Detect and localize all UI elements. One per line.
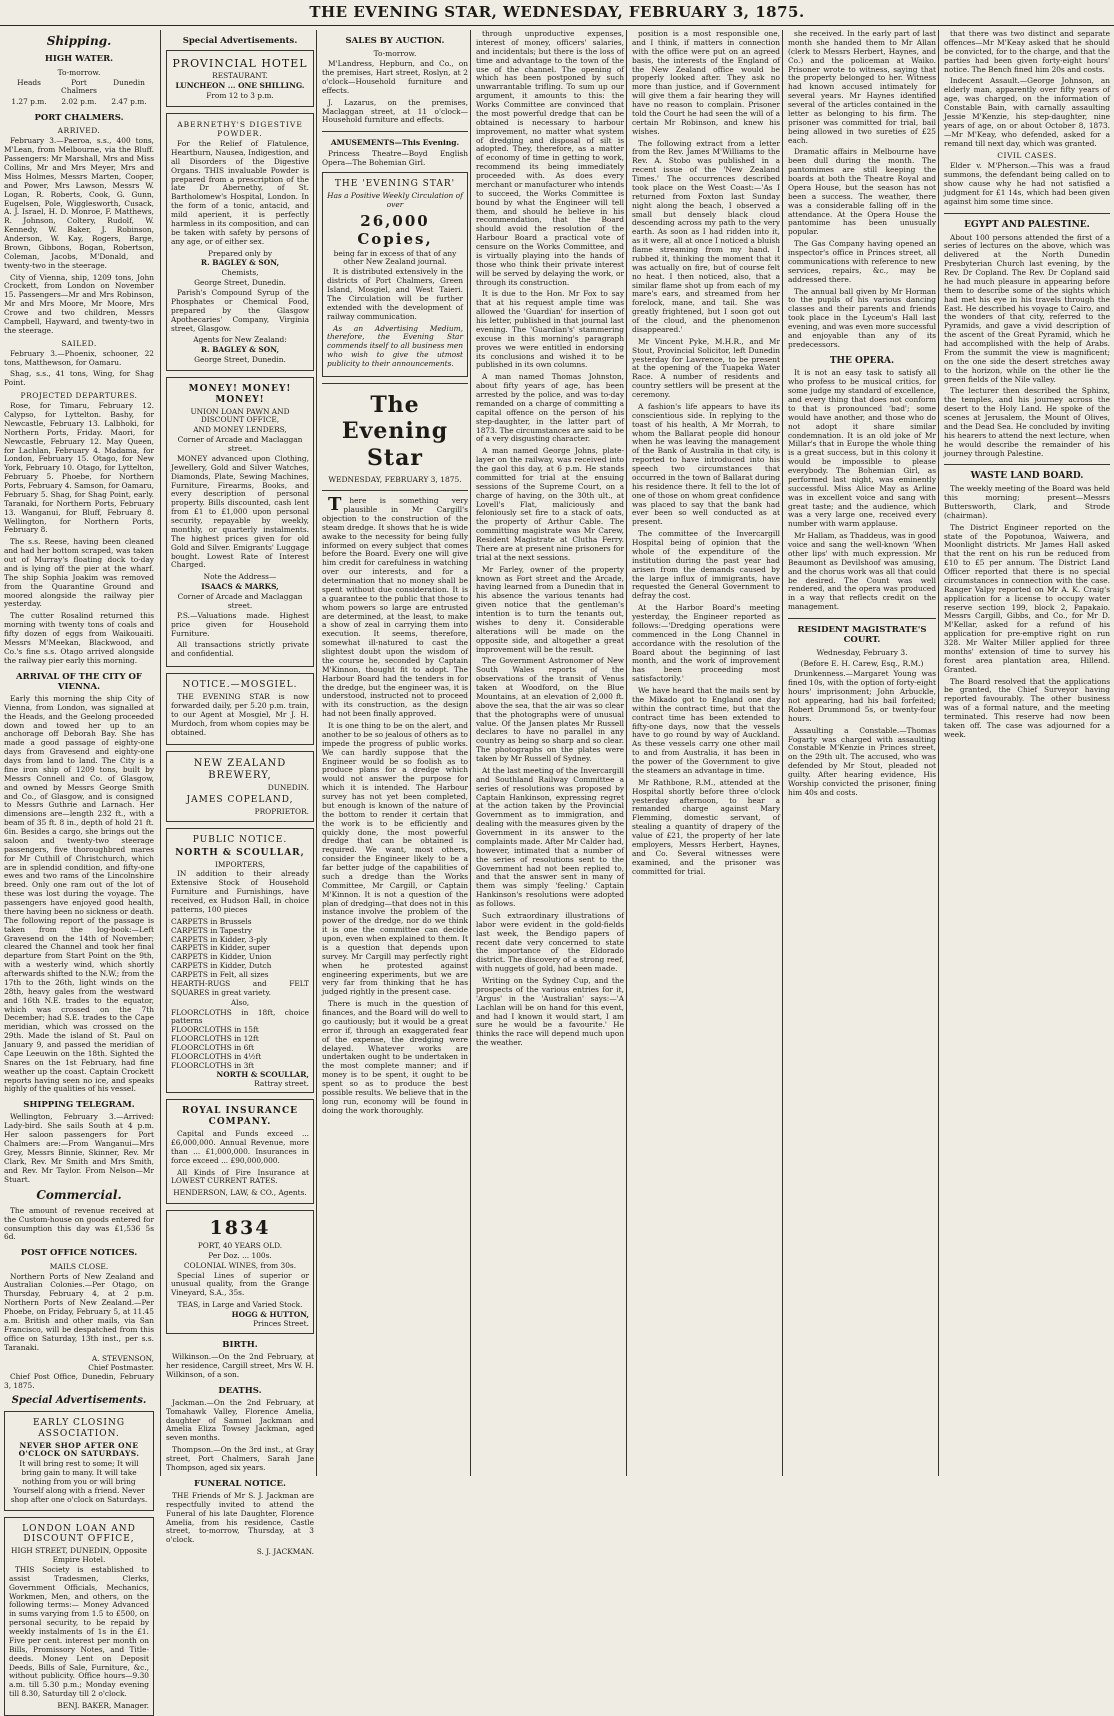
advert-year: 1834	[209, 1217, 271, 1240]
column-6	[782, 30, 936, 1476]
article-text: February 3.—Phoenix, schooner, 22 tons, Matthewson, for Oamaru.	[4, 348, 154, 367]
article-text: Princess Theatre—Boyd English Opera—The Bohemian Girl.	[322, 149, 468, 168]
article-text: A man named George Johns, plate-layer on the railway, was received into the gaol this day, at 6 p.m. He stands committed for trial at the ensuing sessions of the Supreme Court, on a charge of having, on the 30th ult., at Lovell's Flat, maliciously and feloniously set fire to a stack of oats, the property of Arthur Cable. The committing magistrate was Mr Carew, Resident Magistrate at Clutha Ferry. There are at present nine prisoners for trial at the next sessions.	[476, 446, 624, 562]
list-item: CARPETS in Kidder, Dutch	[171, 961, 272, 971]
post-heading: POST OFFICE NOTICES.	[20, 1248, 138, 1259]
advert-text: THE EVENING STAR is now forwarded daily, per 5.20 p.m. train, to our Agent at Mosgiel, Mr J. H. Murdoch, from whom copies may be obtained.	[171, 692, 309, 737]
article-text: It is due to the Hon. Mr Fox to say that at his request ample time was allowed the 'Guardian' for insertion of his letter, published in that journal last evening. The 'Guardian's' stammering excuse in this morning's paragraph proves we were entitled in endorsing its conclusions and wished it to be published in its own columns.	[476, 289, 624, 370]
paper-title: The Evening Star	[341, 391, 449, 471]
advert-place: DUNEDIN.	[267, 783, 309, 793]
advert-title: ABERNETHY'S DIGESTIVE POWDER.	[177, 120, 303, 138]
signature: A. STEVENSON,	[91, 1354, 154, 1364]
list-item: CARPETS in Tapestry	[171, 925, 253, 935]
sales-heading: SALES BY AUCTION.	[345, 36, 445, 46]
advert-price: Per Doz. ... 100s.	[208, 1250, 272, 1260]
article-text: The amount of revenue received at the Custom-house on goods entered for consumption this day was £1,536 5s 6d.	[4, 1205, 154, 1242]
column-1	[4, 30, 154, 1711]
advert-text: It will bring rest to some; It will bring gain to many. It will take nothing from you or will bring Yourself along with a friend. Never shop after one o'clock on Saturdays.	[10, 1459, 148, 1504]
date-line: WEDNESDAY, FEBRUARY 3, 1875.	[328, 475, 462, 485]
advert-signature: HOGG & HUTTON,	[231, 1310, 309, 1320]
advert-address: George Street, Dunedin.	[194, 355, 286, 365]
arrival-heading: ARRIVAL OF THE CITY OF VIENNA.	[16, 671, 142, 692]
article-text: The annual ball given by Mr Horman to the pupils of his various dancing classes and their parents and friends took place in the Lyceum's Hall last evening, and was even more successful and enjoyable than any of its predecessors.	[788, 286, 936, 349]
advert-sub: UNION LOAN PAWN AND DISCOUNT OFFICE,	[190, 406, 290, 425]
advert-union-loan	[166, 377, 314, 667]
advert-text: Parish's Compound Syrup of the Phosphates or Chemical Food, prepared by the Glasgow Apothecaries' Company, Virginia street, Glasgow.	[171, 288, 309, 333]
article-text: Mr Rathbone, R.M., attended at the Hospital shortly before three o'clock yesterday afternoon, to hear a remanded charge against Mary Flemming, domestic servant, of stealing a quantity of drapery of the value of £21, the property of her late employers, Messrs Herbert, Haynes, and Co. Several witnesses were examined, and the prisoner was committed for trial.	[632, 777, 780, 876]
advert-text: THIS Society is established to assist Tradesmen, Clerks, Government Officials, Mechanics, Workmen, Men, and others, on the following terms:— Money Advanced in sums varying from 1.5 to £500, on personal security, to be repaid by weekly instalments of 1s in the £1. Five per cent. interest per month on Bills, Promissory Notes, and Title-deeds. Money Lent on Deposit Deeds, Bills of Sale, Furniture, &c., without publicity. Office hours—9.30 a.m. till 5.30 p.m.; Monday evening till 8.30, Saturday till 2 o'clock.	[9, 1564, 149, 1699]
advert-firm: ISAACS & MARKS,	[201, 582, 279, 592]
court-before: (Before E. H. Carew, Esq., R.M.)	[800, 659, 924, 669]
arrived-heading: ARRIVED.	[57, 126, 101, 136]
advert-sub: AND MONEY LENDERS,	[193, 425, 287, 435]
advert-title: NEW ZEALAND BREWERY,	[193, 758, 287, 782]
column-2	[160, 30, 314, 1557]
list-item: FLOORCLOTHS in 12ft	[171, 1034, 259, 1044]
advert-firm: R. BAGLEY & SON,	[200, 345, 280, 355]
tide-label: Dunedin	[113, 77, 145, 87]
advert-address: Corner of Arcade and Maclaggan street.	[177, 435, 303, 454]
advert-address: Rattray street.	[254, 1078, 309, 1088]
article-text: About 100 persons attended the first of a series of lectures on the above, which was delivered at the North Dunedin Presbyterian Church last evening, by the Rev. Dr Copland. The Rev. Dr Copland said he had much pleasure in appearing before them to describe some of the sights which had met his eye in his travels through the East. He described his voyage to Cairo, and the wonders of that city, referred to the Pyramids, and gave a vivid description of the ascent of the Great Pyramid, which he had accomplished with the help of Arabs. From the summit the view is magnificent; on the one side the desert stretches away to the horizon, while on the other lie the green fields of the Nile valley.	[944, 232, 1110, 384]
special-heading: Special Advertisements.	[11, 1394, 147, 1406]
advert-early-closing	[4, 1411, 154, 1511]
advert-text: Capital and Funds exceed ... £6,000,000. Annual Revenue, more than ... £1,000,000. Insurances in force exceed ... £90,000,000.	[171, 1129, 309, 1165]
advert-line: Has a Positive Weekly Circulation of over	[327, 190, 463, 209]
egypt-heading: EGYPT AND PALESTINE.	[964, 219, 1090, 230]
advert-line: Note the Address—	[203, 572, 277, 582]
tide-table-times	[4, 98, 154, 107]
list-item: FLOORCLOTHS in 15ft	[171, 1025, 259, 1035]
article-text: It is not an easy task to satisfy all who profess to be musical critics, for some judge my standard of excellence, and every thing that does not conform to that is pronounced 'bad'; some would have another, and those who do not adopt it share similar condemnation. It is an old joke of Mr Millar's that in Europe the whole thing is a great success, but in this colony it would be impossible to please everybody. The Bohemian Girl, as performed last night, was eminently successful. Miss Alice May as Arline was in excellent voice and sang with great taste; and the audience, which was a very large one, received every number with warm applause.	[788, 368, 936, 529]
advert-owner: JAMES COPELAND,	[186, 795, 294, 806]
advert-text: MONEY advanced upon Clothing, Jewellery, Gold and Silver Watches, Diamonds, Plate, Sewing Machines, Furniture, Firearms, Books, and every description of personal property. Bills discounted, cash lent from £1 to £1,000 upon personal security, repayable by weekly, monthly, or quarterly instalments. The highest prices given for old Gold and Silver. Emigrants' Luggage bought. Lowest Rate of Interest Charged.	[171, 453, 309, 570]
article-text: The weekly meeting of the Board was held this morning; present—Messrs Buttersworth, Clark, and Strode (chairman).	[944, 484, 1110, 520]
advert-address: George Street, Dunedin.	[194, 278, 286, 288]
sailed-heading: SAILED.	[61, 338, 97, 348]
advert-sub: IMPORTERS,	[215, 859, 265, 869]
advert-royal-insurance	[166, 1099, 314, 1204]
article-text: J. Lazarus, on the premises, Maclaggan street, at 11 o'clock—Household furniture and effects.	[322, 97, 468, 125]
article-text: she received. In the early part of last month she handed them to Mr Allan (clerk to Messrs Herbert, Haynes, and Co.) and the policeman at Waiko. Prisoner wrote to witness, saying that the property belonged to her. Witness had known accused intimately for several years. Mr Haynes identified several of the articles contained in the letter as belonging to his firm. The prisoner was committed for trial, bail being allowed in two sureties of £25 each.	[788, 29, 936, 145]
column-4	[470, 30, 624, 1476]
advert-brewery	[166, 751, 314, 822]
advert-line: LUNCHEON ... ONE SHILLING.	[175, 81, 305, 91]
advert-text: All transactions strictly private and confidential.	[171, 640, 309, 659]
advert-title: MONEY! MONEY! MONEY!	[188, 384, 292, 405]
leader-text: It is one thing to be on the alert, and another to be so jealous of others as to impede the progress of public works. We can hardly suppose that the Engineer would be so foolish as to produce plans for a dredge which would not answer the purpose for which it is intended. The Harbour survey has not yet been completed, but enough is known of the nature of the bottom to render it certain that the work is to be efficiently and quickly done, the most powerful dredge that can be obtained is required. We want, most others, consider the Engineer likely to be a far better judge of the capabilities of such a dredge than the Works Committee, Mr Cargill, or Captain M'Kinnon. It is not a question of the plan of dredging—that does not in this instance involve the problem of the power of the dredge, nor do we think it is one the committee can decide upon, even when explained to them. It is a question that depends upon survey. Mr Cargill may perfectly right when he protested against engineering experiments, but we are very far from thinking that he has judged rightly in the present case.	[322, 721, 468, 997]
advert-title: NOTICE.—MOSGIEL.	[182, 680, 298, 691]
tide-label: Heads	[17, 77, 41, 87]
advert-line: Also,	[230, 997, 250, 1007]
advert-firm: NORTH & SCOULLAR,	[175, 847, 305, 858]
special-heading: Special Advertisements.	[182, 36, 298, 46]
high-water-heading: HIGH WATER.	[44, 54, 114, 65]
civil-heading: CIVIL CASES.	[997, 151, 1057, 161]
tide-label: Port Chalmers	[61, 77, 97, 96]
article-text: The cutter Rosalind returned this morning with twenty tons of coals and fifty dozen of eggs from Waikouaiti. Messrs M'Meekan, Blackwood, and Co.'s fine s.s. Otago arrived alongside the railway pier early this morning.	[4, 611, 154, 665]
mails-close: MAILS CLOSE.	[49, 1261, 109, 1271]
court-heading: RESIDENT MAGISTRATE'S COURT.	[797, 625, 927, 646]
tide-time: 1.27 p.m.	[11, 97, 47, 107]
advert-powder	[166, 113, 314, 371]
advert-line: Chemists,	[221, 268, 259, 278]
article-text: Writing on the Sydney Cup, and the prospects of the various entries for it, 'Argus' in the 'Australian' says:—'A Lachlan will be on hand for this event, and had I known it would start, I am sure he would be a favourite.' He thinks the race will depend much upon the weather.	[476, 976, 624, 1048]
article-text: Rose, for Timaru, February 12. Calypso, for Lyttelton. Bashy, for Newcastle, February 13. Lalbhoki, for Northern Ports, Friday. Maori, for Newcastle, February 12. May Queen, for Lachlan, February 4. Madama, for London, February 15. Otago, for New York, February 10. Otago, for Lyttelton, February 5. Phoebe, for Northern Ports, February 4. Samson, for Oamaru, February 5. Shag, for Shag Point, early. Taranaki, for Northern Ports, February 13. Wanganui, for Bluff, February 8. Wellington, for Northern Ports, February 8.	[4, 401, 154, 535]
advert-title: ROYAL INSURANCE COMPANY.	[181, 1106, 299, 1128]
advert-line: COLONIAL WINES, from 30s.	[183, 1260, 297, 1270]
notice-text: Thompson.—On the 3rd inst., at Gray street, Port Chalmers, Sarah Jane Thompson, aged six years.	[166, 1445, 314, 1472]
advert-hours: From 12 to 3 p.m.	[206, 91, 274, 101]
notice-signature: S. J. JACKMAN.	[256, 1547, 314, 1557]
article-text: Wellington, February 3.—Arrived: Lady-bird. She sails South at 4 p.m. Her saloon passengers for Port Chalmers are:—From Wanganui—Mrs Grey, Messrs Binnie, Skinner, Rev. Mr Clark, Rev. Mr Smith and Mrs Smith, and Rev. Mr Taylor. From Nelson—Mr Stuart.	[4, 1112, 154, 1184]
birth-heading: BIRTH.	[222, 1339, 258, 1350]
article-text: The following extract from a letter from the Rev. James M'Williams to the Rev. A. Stobo was published in a recent issue of the 'New Zealand Times.' The occurrences described took place on the West Coast:—'As I returned from Foxton last Sunday night along the beach, I observed a small but densely black cloud descending across my path to the very earth. As soon as I had ridden into it, as it were, all at once I noticed a bluish flame streaming from my hand. I rubbed it, thinking the moment that it was actually on fire, but of course felt no heat. I then noticed, also, that a similar flame shot up from each of my mare's ears, and streamed from her forelock, mane, and tail. She was greatly frightened, but I soon got out of the cloud, and the phenomenon disappeared.'	[632, 138, 780, 334]
article-text: The Board resolved that the applications be granted, the Chief Surveyor having reported favourably. The other business was of a formal nature, and the meeting terminated. This reserve had now been taken off. The case was adjourned for a week.	[944, 676, 1110, 739]
article-text: City of Vienna, ship, 1209 tons, John Crockett, from London on November 15. Passengers—Mr and Mrs Robinson, Mr and Mrs Moore, Mr Moore, Mrs Crowe and two children, Messrs Campbell, Hayward, and twenty-two in the steerage.	[4, 272, 154, 335]
article-text: The committee of the Invercargill Hospital being of opinion that the whole of the expenditure of the institution during the past year had arisen from the demands caused by the large influx of immigrants, have requested the General Government to defray the cost.	[632, 529, 780, 601]
article-text: At the Harbor Board's meeting yesterday, the Engineer reported as follows:—'Dredging operations were commenced in the Long Channel in accordance with the resolution of the Board about the beginning of last month, and the work of improvement has been proceeding most satisfactorily.'	[632, 603, 780, 684]
circulation-box	[322, 172, 468, 377]
advert-title: LONDON LOAN AND DISCOUNT OFFICE,	[22, 1523, 136, 1545]
advert-line: Prepared only by	[207, 248, 272, 258]
advert-text: P.S.—Valuations made. Highest price given for Household Furniture.	[171, 610, 309, 638]
advert-line: TEAS, in Large and Varied Stock.	[177, 1300, 303, 1310]
article-text: Such extraordinary illustrations of labor were evident in the gold-fields last week, the Bendigo papers of recent date very concerned to state the importance of the Eldorado district. The discovery of a strong reef, with nuggets of gold, had been made.	[476, 910, 624, 974]
article-text: Indecent Assault.—George Johnson, an elderly man, apparently over fifty years of age, was charged, on the information of Constable Bain, with carnally assaulting Jessie M'Kenzie, his step-daughter, nine years of age, on or about October 8, 1873.—Mr M'Keay, who defended, asked for a remand till next day, which was granted.	[944, 76, 1110, 148]
advert-title: PROVINCIAL HOTEL	[172, 57, 308, 71]
advert-firm: R. BAGLEY & SON,	[200, 258, 280, 268]
list-item: CARPETS in Felt, all sizes	[171, 970, 269, 980]
advert-text: As an Advertising Medium, therefore, the Evening Star commends itself to all business men who wish to give the utmost publicity to their announcements.	[327, 323, 463, 369]
leader-text: There is much in the question of finances, and the Board will do well to go cautiously; but it would be a great error if, through an exaggerated fear of the expense, the dredging were delayed. Whatever works are undertaken ought to be undertaken in the most complete manner; and if money is to be spent, it ought to be spent so as to produce the best possible results. We believe that in the long run, economy will be found in doing the work thoroughly.	[322, 999, 468, 1115]
advert-port-wine	[166, 1210, 314, 1334]
article-text: Chief Post Office, Dunedin, February 3, 1875.	[4, 1372, 154, 1391]
advert-text: IN addition to their already Extensive Stock of Household Furniture and Furnishings, have received, ex Hudson Hall, in choice patterns, 100 pieces	[171, 869, 309, 914]
column-5	[626, 30, 780, 1476]
list-item: FLOORCLOTHS in 6ft	[171, 1043, 255, 1053]
list-item: CARPETS in Kidder, 3-ply	[171, 934, 268, 944]
advert-title: EARLY CLOSING ASSOCIATION.	[32, 1417, 126, 1439]
advert-address: HIGH STREET, DUNEDIN, Opposite Empire Hotel.	[11, 1546, 147, 1565]
divider	[322, 490, 468, 491]
advert-title: THE 'EVENING STAR'	[334, 179, 456, 190]
article-text: Assaulting a Constable.—Thomas Fogarty was charged with assaulting Constable M'Kenzie in Princes street, on the 29th ult. The accused, who was defended by Mr Stout, pleaded not guilty. After hearing evidence, His Worship convicted the prisoner, fining him 40s and costs.	[788, 725, 936, 797]
advert-title: PUBLIC NOTICE.	[192, 834, 288, 845]
list-item: FLOORCLOTHS in 3ft	[171, 1060, 255, 1070]
advert-text: It is distributed extensively in the districts of Port Chalmers, Green Island, Mosgiel, and West Taieri. The Circulation will be further extended with the development of railway communication.	[327, 267, 463, 321]
court-date: Wednesday, February 3.	[816, 648, 908, 658]
opera-heading: THE OPERA.	[829, 355, 895, 366]
tide-table-labels	[4, 79, 154, 97]
advert-line: Agents for New Zealand:	[193, 335, 287, 345]
telegram-heading: SHIPPING TELEGRAM.	[23, 1100, 135, 1111]
article-text: February 3.—Paeroa, s.s., 400 tons, M'Lean, from Melbourne, via the Bluff. Passengers: Mr Marshall, Mrs and Miss Collins, Mr and Mrs Meyer, Mrs and Miss Holmes, Messrs Marten, Cooper, and Power, Mrs Lawson, Messrs W. Logan, R. Roberts, Cook, G. Gunn, Eugelsen, Pole, Wigglesworth, Cusack, A. J. Israel, H. D. Monroe, F. Matthews, R. Johnson, Coltery, Rudolf, W. Kennedy, W. Baker, J. Robinson, Anderson, W. Kay, Rogers, Barge, Brown, Gibbons, Bogan, Robertson, Coleman, Jacobs, M'Donald, and twenty-two in the steerage.	[4, 136, 154, 270]
advert-line: being far in excess of that of any other New Zealand journal.	[333, 248, 457, 267]
advert-address: Corner of Arcade and Maclaggan street.	[177, 592, 303, 610]
advert-text: Special Lines of superior or unusual quality, from the Grange Vineyard, S.A., 35s.	[171, 1270, 309, 1298]
advert-hotel	[166, 50, 314, 107]
article-text: Shag, s.s., 41 tons, Wing, for Shag Point.	[4, 369, 154, 388]
article-text: Elder v. M'Pherson.—This was a fraud summons, the defendant being called on to show cause why he had not satisfied a judgment for £1 14s, which had been given against him some time since.	[944, 161, 1110, 206]
article-text: The Government Astronomer of New South Wales reports of the observations of the transit of Venus taken at Woodford, on the Blue Mountains, at an elevation of 2,000 ft. above the sea, that the air was so clear that the photographs were of unusual value. Of the Jansen plates Mr Russell declares to have no parallel in any country as being so sharp and so clear. The photographs on the plates were taken by Mr Russell of Sydney.	[476, 656, 624, 763]
article-text: The Gas Company having opened an inspector's office in Princes street, all communications with reference to new services, repairs, &c., may be addressed there.	[788, 239, 936, 284]
column-3	[316, 30, 468, 1476]
list-item: HEARTH-RUGS and FELT SQUARES in great variety.	[171, 978, 309, 997]
advert-line: PORT, 40 YEARS OLD.	[197, 1240, 283, 1250]
advert-signature: NORTH & SCOULLAR,	[216, 1069, 309, 1079]
advert-signature: BENJ. BAKER, Manager.	[57, 1701, 149, 1711]
article-text: Northern Ports of New Zealand and Australian Colonies.—Per Otago, on Thursday, February 4, at 2 p.m. Northern Ports of New Zealand.—Per Phoebe, on Friday, February 5, at 11.45 a.m. British and other mails, via San Francisco, will be despatched from this office on Saturday, 13th inst., per s.s. Taranaki.	[4, 1271, 154, 1352]
amusements-heading: AMUSEMENTS—This Evening.	[330, 138, 460, 148]
advert-signature: HENDERSON, LAW, & CO., Agents.	[173, 1188, 307, 1198]
article-text: through unproductive expenses, interest of money, officers' salaries, and incidentals; but there is the loss of time and advantage to the town of the use of the channel. The opening of which has been postponed by such unwarrantable trifling. To sum up our argument, it amounts to this: the Works Committee are convinced that the most powerful dredge that can be obtained is necessary to harbour improvement, no matter what system of dredging and disposal of silt is adopted. They, therefore, as a matter of economy of time in getting to work, recommend its being immediately proceeded with. As does every merchant or manufacturer who intends to succeed, the Works Committee is bound by what the Engineer will tell them, and should he believe in his recommendation, that the Board should avoid the resolution of the Harbour Board a practical vote of censure on the Works Committee, and is virtually playing into the hands of those who think their private interest will be served by delaying the work, or through its construction.	[476, 29, 625, 287]
deaths-heading: DEATHS.	[218, 1385, 262, 1396]
advert-mosgiel	[166, 673, 314, 745]
high-water-sub: To-morrow.	[57, 67, 101, 77]
article-text: The s.s. Reese, having been cleaned and had her bottom scraped, was taken out of Murray's floating dock to-day and is lying off the pier at the wharf. The ship Sophia Joakim was removed from the Quarantine Ground and moored alongside the railway pier yesterday.	[4, 537, 154, 609]
article-text: Drunkenness.—Margaret Young was fined 10s, with the option of forty-eight hours' imprisonment; John Arbuckle, not appearing, had his bail forfeited; Robert Drummond 5s, or twenty-four hours.	[788, 669, 936, 723]
notice-text: Wilkinson.—On the 2nd February, at her residence, Cargill street, Mrs W. H. Wilkinson, of a son.	[166, 1351, 314, 1379]
leader-text: There is something very plausible in Mr Cargill's objection to the construction of the steam dredge. It shows that he is wide awake to the necessity for being fully informed on every subject that comes before the Board. Every one will give him credit for carefulness in watching over our interests, and for a determination that no money shall be spent without due consideration. It is a guarantee to the public that those to whom powers so large are entrusted are determined, at the least, to make a show of zeal in carrying them into execution. It seems, therefore, somewhat ill-natured to cast the slightest doubt upon the wisdom of the course he, seconded by Captain M'Kinnon, thought fit to adopt. The Harbour Board had the tenders in for the dredge, but the engineer was, it is understood, instructed not to proceed with its construction, as the design had not been finally approved.	[322, 494, 468, 719]
tide-time: 2.02 p.m.	[61, 97, 97, 107]
funeral-heading: FUNERAL NOTICE.	[194, 1478, 286, 1489]
projected-heading: PROJECTED DEPARTURES.	[20, 391, 138, 401]
floorcloth-list	[171, 1009, 309, 1071]
list-item: CARPETS in Brussels	[171, 916, 252, 926]
advert-london-loan	[4, 1517, 154, 1716]
article-text: M'Landress, Hepburn, and Co., on the premises, Hart street, Roslyn, at 2 o'clock—Household furniture and effects.	[322, 59, 468, 95]
advert-address: Princes Street.	[253, 1318, 309, 1328]
article-text: Mr Vincent Pyke, M.H.R., and Mr Stout, Provincial Solicitor, left Dunedin yesterday for Lawrence, to be present at the opening of the Tuapeka Water Race. A number of residents and country settlers will be present at the ceremony.	[632, 336, 780, 399]
divider	[788, 618, 936, 619]
advert-text: For the Relief of Flatulence, Heartburn, Nausea, Indigestion, and all Disorders of the Digestive Organs. THIS invaluable Powder is prepared from a prescription of the late Dr Abernethy, of St. Bartholomew's Hospital, London. In the form of a tonic, antacid, and mild aperient, it is perfectly harmless in its composition, and can be taken with safety by persons of any age, or of either sex.	[171, 139, 309, 246]
article-text: Early this morning the ship City of Vienna, from London, was signalled at the Heads, and the Geelong proceeded down and towed her up to an anchorage off Deborah Bay. She has made a good passage of eighty-one days from Gravesend and eighty-one days from land to land. The City is a fine iron ship of 1209 tons, built by Messrs Connell and Co. of Glasgow, and owned by Messrs George Smith and Co., of Glasgow, and is consigned to Messrs Guthrie and Larnach. Her dimensions are—length 232 ft., with a beam of 35 ft. 8 in., depth of hold 21 ft. 6in. Besides a cargo, she brings out the saloon and twenty-two steerage passengers, five thoroughbred mares for Mr Cuthill of Christchurch, which are in splendid condition, and fifty-one ewes and two rams of the Lincolnshire breed. Only one ram out of the lot of these was lost during the voyage. The passengers have enjoyed good health, there having been no sickness or death. The following report of the passage is taken from the log-book:—Left Gravesend on the 14th of November; cleared the Channel and took her final departure from Start Point on the 9th, with a westerly wind, which shortly afterwards shifted to the N.W.; from the 17th to the 26th, light winds on the 28th, heavy gales from the westward and 16th N.E. trades to the equator, which was crossed on the 7th December; had S.E. trades to the Cape meridian, which was crossed on the 29th. Made the island of St. Paul on January 9, and passed the meridian of Cape Leeuwin on the 18th. Sighted the Snares on the 1st February, had fine weather up the coast. Captain Crockett reports having seen no ice, and speaks highly of the qualities of his vessel.	[4, 693, 154, 1094]
divider	[322, 383, 468, 384]
divider	[944, 464, 1110, 465]
masthead: THE EVENING STAR, WEDNESDAY, FEBRUARY 3, 1875.	[0, 3, 1114, 26]
sales-sub: To-morrow.	[373, 49, 417, 59]
divider	[322, 131, 468, 132]
port-heading: PORT CHALMERS.	[34, 113, 124, 124]
advert-sub: RESTAURANT.	[212, 71, 268, 81]
article-text: A man named Thomas Johnston, about fifty years of age, has been arrested by the police, and was to-day remanded on a charge of committing a capital offence on the person of his step-daughter, in the latter part of 1873. The circumstances are said to be of a very disgusting character.	[476, 372, 624, 444]
article-text: A fashion's life appears to have its conscientious side. In replying to the toast of his health, A Mr Morrah, to whom the Ballarat people did honour when he was leaving the management of the Bank of Australia in that city, is reported to have introduced into his speech two circumstances that occurred in the town of Ballarat during his residence there. It fell to the lot of one of those on whom great confidence was placed to say that the bank had ever been so well conducted as at present.	[632, 401, 780, 527]
shipping-heading: Shipping.	[46, 34, 112, 48]
list-item: CARPETS in Kidder, super	[171, 943, 271, 953]
article-text: Mr Farley, owner of the property known as Fort street and the Arcade, having learned from a Dunedin that in his absence the various tenants had given notice that the gentleman's intention is to turn the tenants out, wishes to deny it. Considerable alterations will be made on the opposite side, and altogether a great improvement will be the result.	[476, 564, 624, 654]
notice-text: THE Friends of Mr S. J. Jackman are respectfully invited to attend the Funeral of his late Daughter, Florence Amelia, from his residence, Castle street, to-morrow, Thursday, at 3 o'clock.	[166, 1490, 314, 1545]
article-text: Mr Hallam, as Thaddeus, was in good voice and sang the well-known 'When other lips' with much expression. Mr Beaumont as Devilshoof was amusing, and the chorus work was all that could be desired. The Count was well rendered, and the opera was produced in a way that reflects credit on the management.	[788, 531, 936, 612]
article-text: Dramatic affairs in Melbourne have been dull during the month. The pantomimes are still keeping the boards at both the Theatre Royal and Opera House, but the season has not been a success. The weather, there was a considerable falling off in the attendance. At the Opera House the pantomime has been unusually popular.	[788, 147, 936, 237]
circulation-number: 26,000 Copies,	[357, 211, 433, 248]
list-item: FLOORCLOTHS in 18ft, choice patterns	[171, 1007, 309, 1026]
commercial-heading: Commercial.	[36, 1188, 122, 1203]
signature-role: Chief Postmaster.	[88, 1363, 154, 1373]
waste-land-heading: WASTE LAND BOARD.	[970, 471, 1084, 482]
list-item: FLOORCLOTHS in 4½ft	[171, 1051, 262, 1061]
article-text: position is a most responsible one, and I think, if matters in connection with the office were put on an agreed basis, the interests of the England of the New Zealand office would be properly looked after. They ask no more than justice, and if Government will give them a fair hearing they will have no reason to complain. Prisoner told the Court he had seen the will of a certain Mr Robinson, and knew his wishes.	[632, 29, 780, 136]
carpet-list	[171, 918, 309, 998]
advert-slogan: NEVER SHOP AFTER ONE O'CLOCK ON SATURDAYS.	[18, 1440, 140, 1459]
list-item: CARPETS in Kidder, Union	[171, 952, 272, 962]
notice-text: Jackman.—On the 2nd February, at Tomahawk Valley, Florence Amelia, daughter of Samuel Jackman and Amelia Eliza Towsey Jackman, aged seven months.	[166, 1397, 314, 1443]
article-text: At the last meeting of the Invercargill and Southland Railway Committee a series of resolutions was proposed by Captain Hankinson, expressing regret at the action taken by the Provincial Government as to immigration, and dealing with the measures given by the Government in its answer to the complaints made. After Mr Calder had, however, intimated that a number of the series of resolutions sent to the Government had not been replied to, and that the answer sent in many of them was simply 'feeling.' Captain Hankinson's resolutions were adopted as follows.	[476, 765, 624, 908]
article-text: We have heard that the mails sent by the Mikado got to England one day within the contract time, but that the contract time has been extended to fifty-one days, now that the vessels have to go round by way of Auckland. As these vessels carry one other mail to and from Australia, it has been in the power of the Government to give the steamers an advantage in time.	[632, 686, 780, 775]
divider	[944, 213, 1110, 214]
article-text: The lecturer then described the Sphinx, the temples, and his journey across the desert to the Holy Land. He spoke of the scenes at Jerusalem, the Mount of Olives, and the Dead Sea. He concluded by inviting his hearers to attend the next lecture, when he would describe the remainder of his journey through Palestine.	[944, 386, 1110, 458]
advert-role: PROPRIETOR.	[254, 807, 309, 817]
advert-text: All Kinds of Fire Insurance at LOWEST CURRENT RATES.	[171, 1167, 309, 1186]
tide-time: 2.47 p.m.	[111, 97, 147, 107]
article-text: that there was two distinct and separate offences—Mr M'Keay asked that he should be convicted, for to the charge, and that the parties had been given forty-eight hours' notice. The Bench fined him 20s and costs.	[944, 29, 1110, 74]
advert-scoullar	[166, 828, 314, 1093]
column-7	[938, 30, 1110, 1476]
article-text: The District Engineer reported on the state of the Popotunoa, Waiwera, and Moonlight districts. Mr James Hall asked that the rent on his run be reduced from £10 to £5 per annum. The District Land Officer reported that there is no special circumstances in connection with the case. Ranger Valpy reported on Mr A. K. Craig's application for a license to occupy water reserve section 199, block 2, Papakaio. Messrs Cargill, Gibbs, and Co., for Mr D. M'Kellar, asked for a refund of his application for pre-emptive right on run 328. Mr Walter Miller applied for three months' extension of time to survey his forest area plantation area, Hillend. Granted.	[944, 522, 1110, 674]
